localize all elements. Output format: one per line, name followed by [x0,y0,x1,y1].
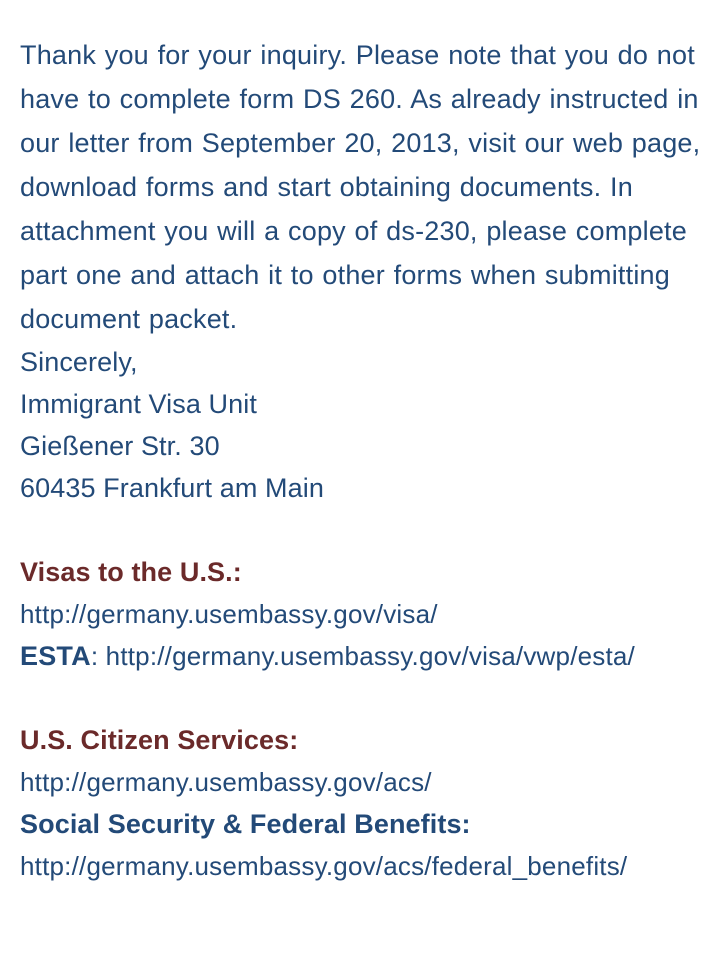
signature-city: 60435 Frankfurt am Main [20,473,324,503]
esta-label: ESTA [20,641,91,671]
esta-line [20,635,720,677]
message-paragraph: Thank you for your inquiry. Please note that you do not have to complete form DS 260. As already instructed in our letter from September 20, 2013, visit our web page, download forms and start obtaining documents. In attachment you will a copy of ds-230, please complete part one and attach it to other forms when submitting document packet. [20,40,701,334]
citizen-services-link[interactable]: http://germany.usembassy.gov/acs/ [20,767,432,797]
closing-text: Sincerely, [20,347,138,377]
signature-unit: Immigrant Visa Unit [20,389,257,419]
citizen-services-heading: U.S. Citizen Services: [20,725,299,755]
social-security-heading: Social Security & Federal Benefits: [20,809,471,839]
spacer [20,509,720,551]
esta-separator: : [90,641,106,671]
signature-street: Gießener Str. 30 [20,431,220,461]
federal-benefits-link[interactable]: http://germany.usembassy.gov/acs/federal_benefits/ [20,851,628,881]
esta-link[interactable]: http://germany.usembassy.gov/visa/vwp/esta/ [105,641,635,671]
spacer [20,677,720,719]
visas-heading: Visas to the U.S.: [20,557,242,587]
visas-link[interactable]: http://germany.usembassy.gov/visa/ [20,599,438,629]
